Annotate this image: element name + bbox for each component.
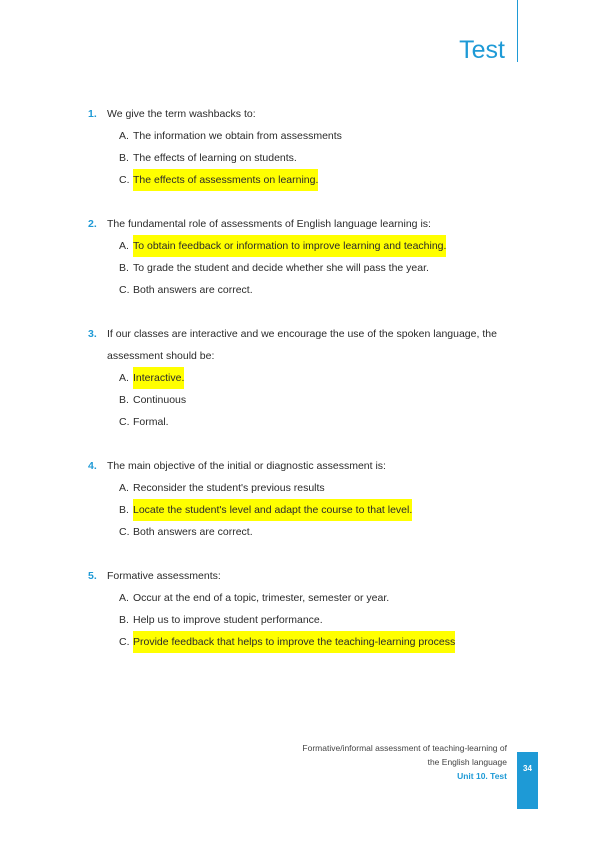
option-letter: C.	[119, 526, 130, 538]
question-2	[88, 213, 508, 301]
highlighted-answer: The effects of assessments on learning.	[133, 169, 318, 191]
option-text: Both answers are correct.	[133, 526, 253, 538]
footer-line-2: the English language	[427, 757, 507, 767]
question-number: 5.	[88, 570, 97, 582]
option-a	[88, 235, 508, 257]
option-letter: A.	[119, 130, 129, 142]
question-list	[88, 103, 508, 675]
question-number: 2.	[88, 218, 97, 230]
question-number: 3.	[88, 328, 97, 340]
question-3	[88, 323, 508, 433]
option-c	[88, 631, 508, 653]
question-5	[88, 565, 508, 653]
option-a	[88, 367, 508, 389]
option-letter: A.	[119, 592, 129, 604]
option-list	[88, 235, 508, 301]
option-text: Reconsider the student's previous results	[133, 482, 325, 494]
option-list	[88, 477, 508, 543]
option-text: The information we obtain from assessments	[133, 130, 342, 142]
highlighted-answer: Interactive.	[133, 367, 184, 389]
option-text: Both answers are correct.	[133, 284, 253, 296]
option-text: To grade the student and decide whether she will pass the year.	[133, 262, 429, 274]
page-number: 34	[517, 752, 538, 809]
option-text: Formal.	[133, 416, 169, 428]
footer	[302, 741, 507, 783]
footer-unit: Unit 10. Test	[457, 771, 507, 781]
question-text: If our classes are interactive and we encourage the use of the spoken language, the assessment should be:	[107, 328, 497, 362]
option-c	[88, 279, 508, 301]
footer-line-1: Formative/informal assessment of teaching-learning of	[302, 743, 507, 753]
option-letter: C.	[119, 416, 130, 428]
option-letter: A.	[119, 482, 129, 494]
option-list	[88, 587, 508, 653]
option-text: The effects of learning on students.	[133, 152, 297, 164]
option-letter: B.	[119, 394, 129, 406]
option-c	[88, 169, 508, 191]
option-letter: C.	[119, 284, 130, 296]
option-letter: A.	[119, 372, 129, 384]
option-text: Help us to improve student performance.	[133, 614, 323, 626]
option-letter: C.	[119, 174, 130, 186]
option-b	[88, 609, 508, 631]
question-number: 1.	[88, 108, 97, 120]
option-b	[88, 389, 508, 411]
option-text: Continuous	[133, 394, 187, 406]
option-letter: B.	[119, 504, 129, 516]
option-c	[88, 411, 508, 433]
question-text: The main objective of the initial or diagnostic assessment is:	[107, 460, 386, 472]
page-title: Test	[459, 36, 505, 64]
highlighted-answer: To obtain feedback or information to improve learning and teaching.	[133, 235, 446, 257]
question-text: Formative assessments:	[107, 570, 221, 582]
highlighted-answer: Locate the student's level and adapt the course to that level.	[133, 499, 412, 521]
option-a	[88, 125, 508, 147]
option-b	[88, 257, 508, 279]
option-letter: B.	[119, 152, 129, 164]
question-1	[88, 103, 508, 191]
question-text: The fundamental role of assessments of English language learning is:	[107, 218, 431, 230]
option-letter: B.	[119, 614, 129, 626]
option-a	[88, 587, 508, 609]
option-letter: C.	[119, 636, 130, 648]
option-a	[88, 477, 508, 499]
option-list	[88, 367, 508, 433]
option-letter: B.	[119, 262, 129, 274]
highlighted-answer: Provide feedback that helps to improve the teaching-learning process	[133, 631, 455, 653]
option-b	[88, 147, 508, 169]
question-4	[88, 455, 508, 543]
option-letter: A.	[119, 240, 129, 252]
question-text: We give the term washbacks to:	[107, 108, 256, 120]
question-number: 4.	[88, 460, 97, 472]
option-list	[88, 125, 508, 191]
option-b	[88, 499, 508, 521]
option-text: Occur at the end of a topic, trimester, semester or year.	[133, 592, 390, 604]
option-c	[88, 521, 508, 543]
header-rule	[517, 0, 518, 62]
